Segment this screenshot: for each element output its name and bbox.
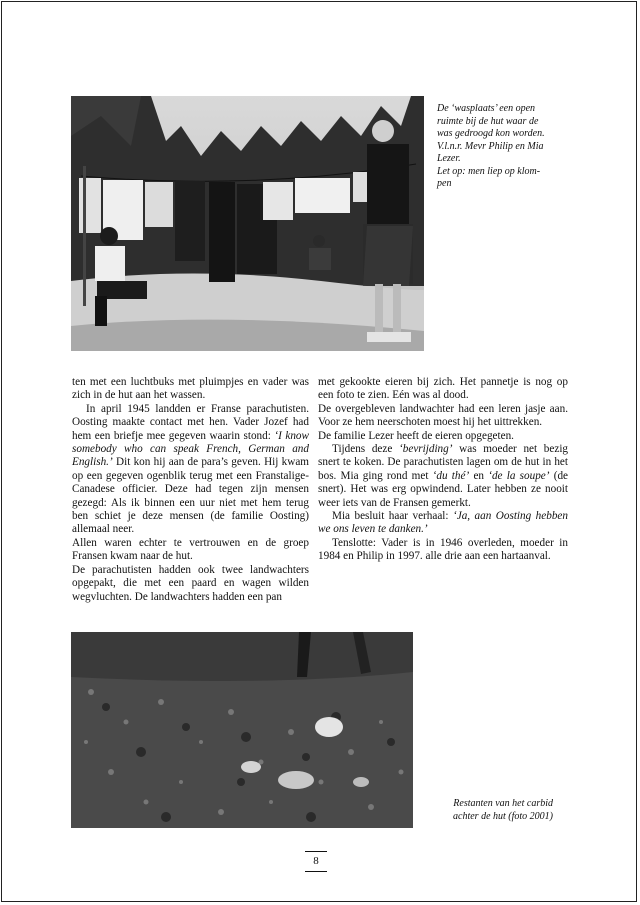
photo-laundry-clearing bbox=[71, 96, 424, 351]
paragraph: Allen waren echter te vertrouwen en de groep Fransen kwam naar de hut. bbox=[72, 536, 309, 563]
caption-line: was gedroogd kon worden. bbox=[437, 128, 545, 139]
paragraph: Mia besluit haar verhaal: ‘Ja, aan Oosting hebben we ons leven te danken.’ bbox=[318, 510, 568, 536]
caption-line: achter de hut (foto 2001) bbox=[453, 810, 553, 822]
paragraph: In april 1945 landden er Franse parachutisten. Oosting maakte contact met hen. Vader Jozef had hem een briefje mee gegeven waarin stond: ‘I know somebody who can speak French, German and English.’ Dit kon hij aan de para’s geven. Hij kwam op een gegeven ogenblik terug met een Franstalige-Canadese officier. Deze had tegen zijn mensen gezegd: Als ik binnen een uur niet met hem terug ben schiet je deze mensen (de familie Oosting) allemaal neer. bbox=[72, 402, 309, 536]
photo-carbide-remnants bbox=[71, 632, 413, 828]
caption-line: De ‘wasplaats’ een open bbox=[437, 103, 536, 114]
caption-line: pen bbox=[437, 178, 452, 189]
caption-line: Lezer. bbox=[437, 153, 461, 164]
paragraph: De parachutisten hadden ook twee landwachters opgepakt, die met een paard en wagen wilden wegvluchten. De landwachters hadden een pan bbox=[72, 563, 309, 603]
page-number: 8 bbox=[305, 851, 327, 872]
paragraph: De overgebleven landwachter had een leren jasje aan. Voor ze hem neerschoten moest hij het uittrekken. bbox=[318, 402, 568, 429]
caption-line: V.l.n.r. Mevr Philip en Mia bbox=[437, 140, 544, 152]
caption-line: Restanten van het carbid bbox=[453, 798, 553, 809]
caption-line: Let op: men liep op klom- bbox=[437, 165, 541, 177]
paragraph: Tenslotte: Vader is in 1946 overleden, moeder in 1984 en Philip in 1997. alle drie aan een hartaanval. bbox=[318, 536, 568, 563]
photo2-caption bbox=[423, 798, 553, 823]
caption-line: ruimte bij de hut waar de bbox=[437, 115, 539, 127]
quote: ‘Ja, aan Oosting hebben we ons leven te danken.’ bbox=[318, 510, 568, 536]
paragraph: De familie Lezer heeft de eieren opgegeten. bbox=[318, 429, 514, 442]
photo1-caption bbox=[437, 103, 567, 191]
paragraph: ten met een luchtbuks met pluimpjes en vader was zich in de hut aan het wassen. bbox=[72, 376, 309, 402]
text-column-right bbox=[318, 376, 568, 564]
quote: ‘I know somebody who can speak French, German and English.’ bbox=[72, 429, 309, 469]
paragraph: met gekookte eieren bij zich. Het pannetje is nog op een foto te zien. Eén was al dood. bbox=[318, 376, 568, 402]
paragraph: Tijdens deze ‘bevrijding’ was moeder net bezig snert te koken. De parachutisten lagen om de hut in het bos. Mia ging rond met ‘du thé’ en ‘de la soupe’ (de snert). Het was erg opwindend. Later hebben ze nooit weer iets van de Fransen gemerkt. bbox=[318, 443, 569, 509]
text-column-left bbox=[72, 376, 309, 604]
